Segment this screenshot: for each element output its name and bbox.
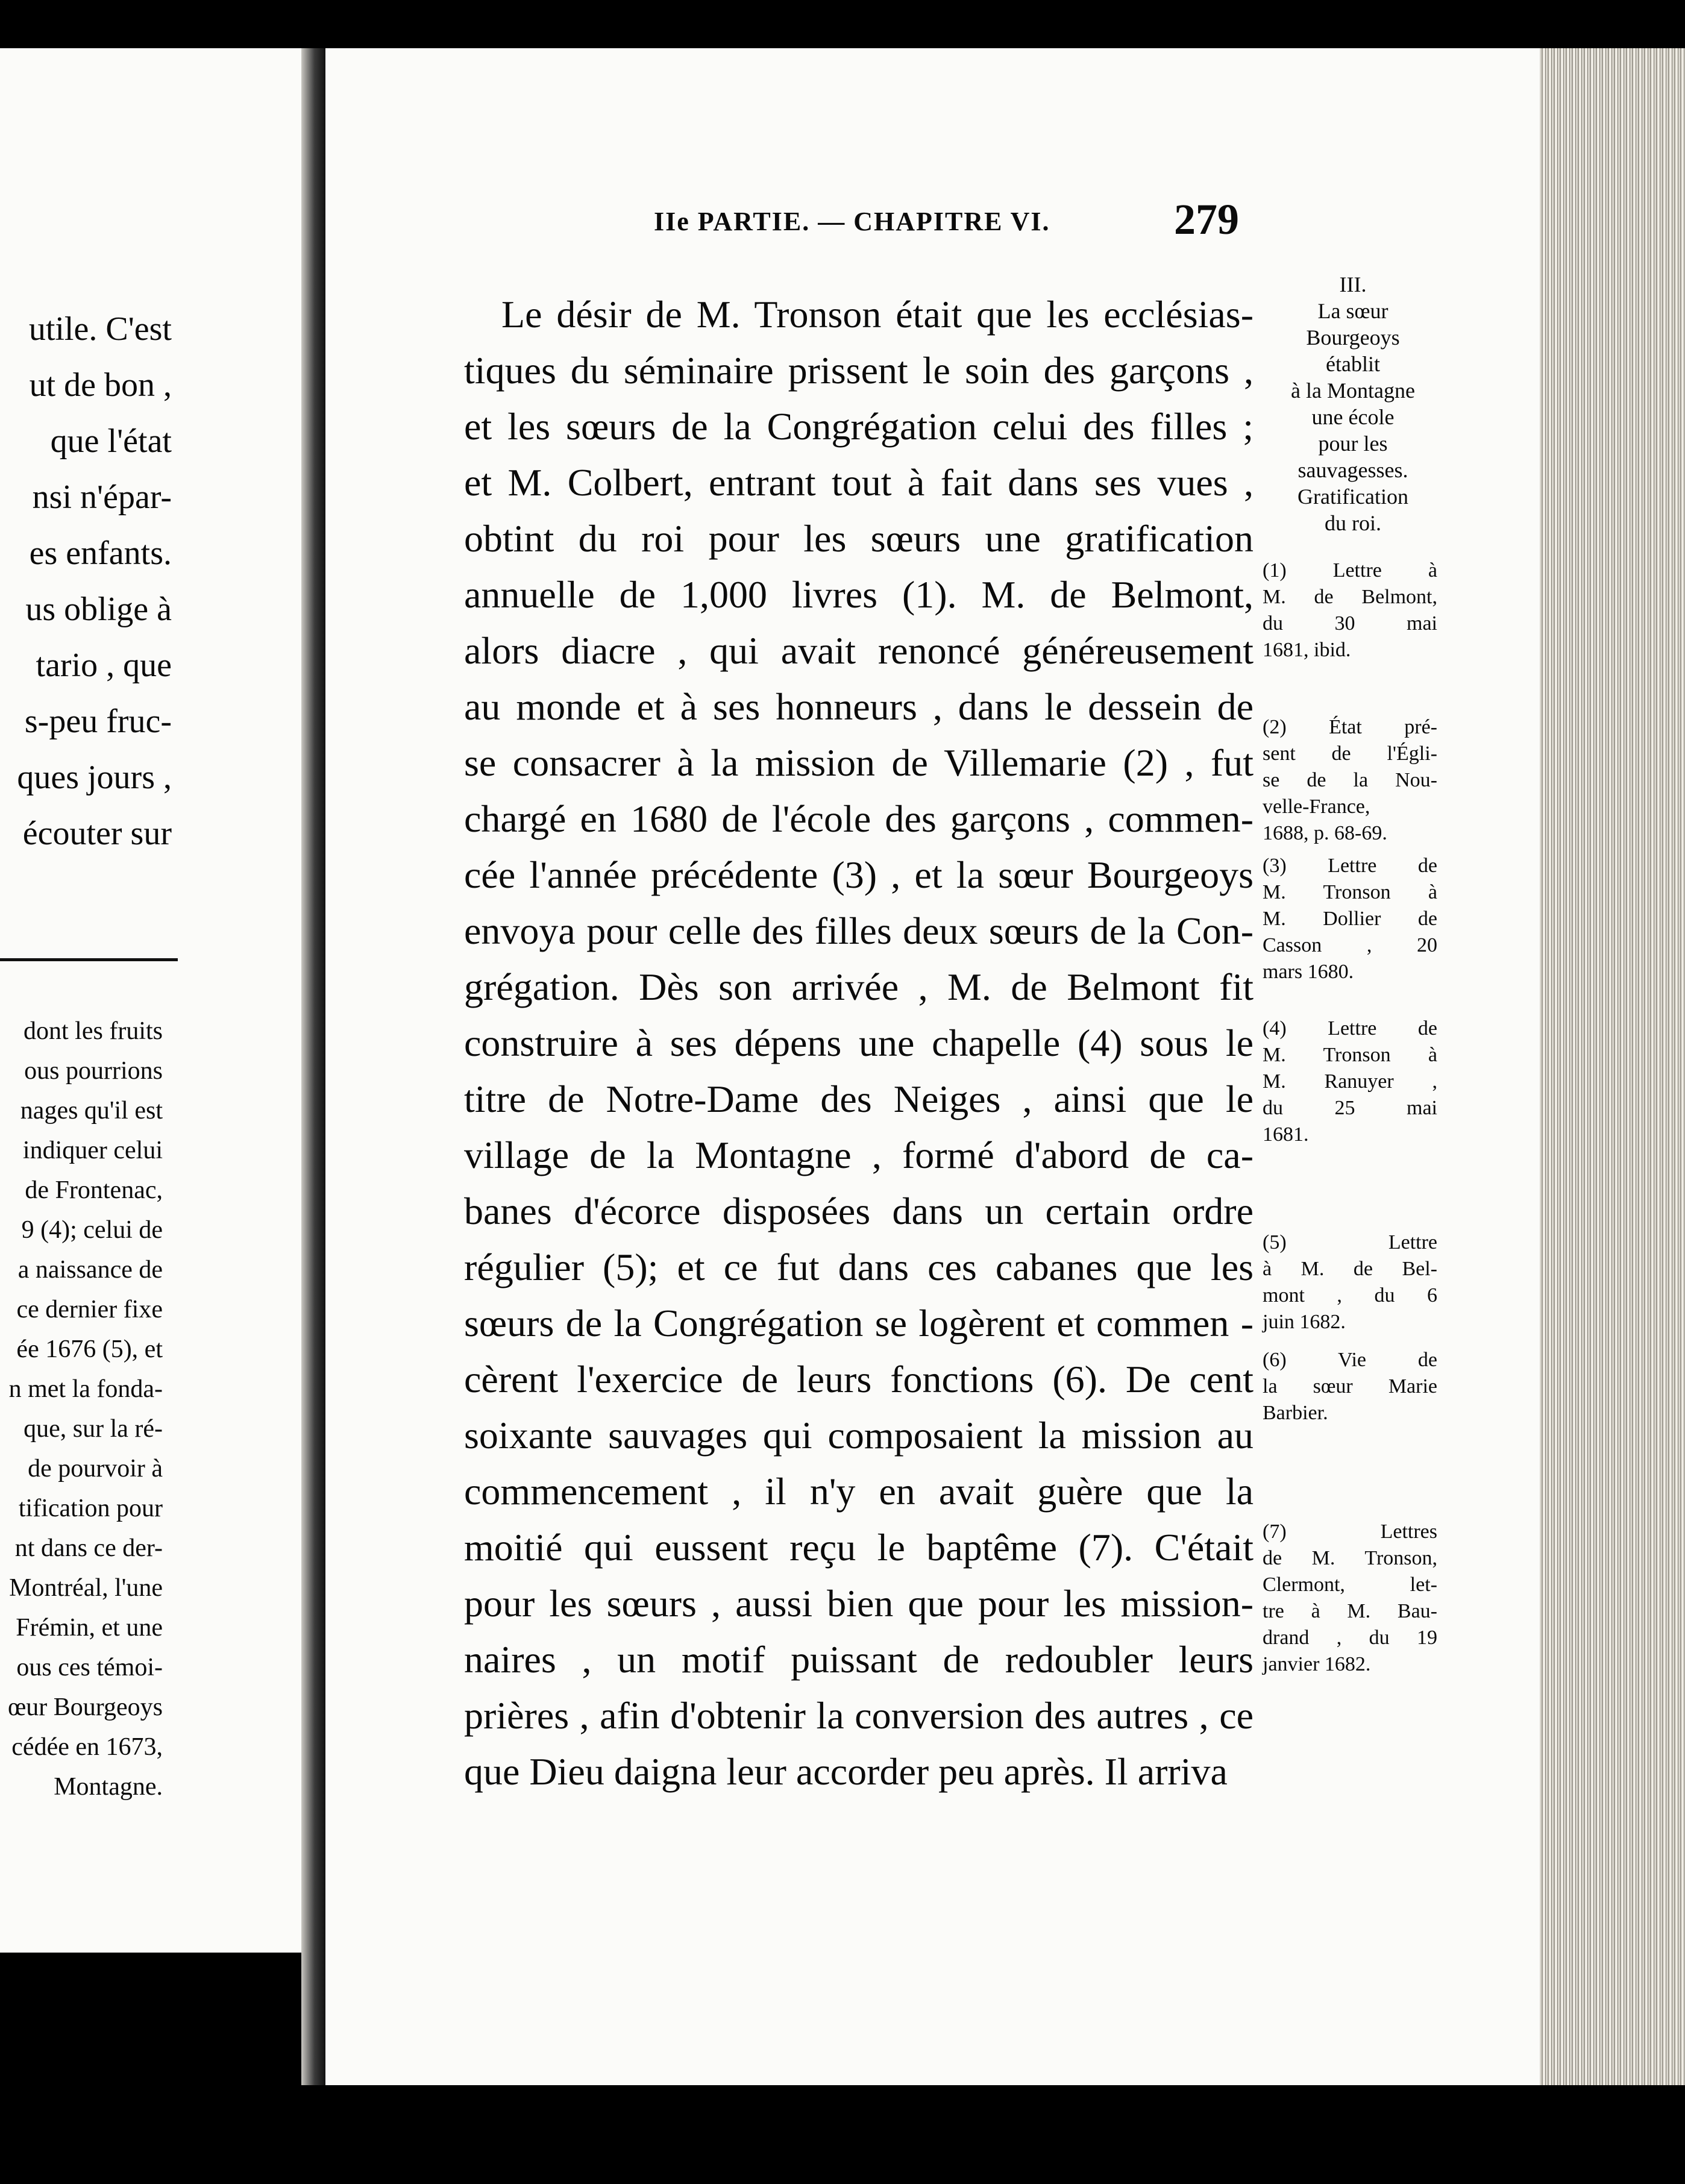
body-line: soixante sauvages qui composaient la mission au	[464, 1414, 1254, 1457]
left-body-line: écouter sur	[22, 815, 172, 852]
left-footnote-line: dont les fruits	[24, 1017, 163, 1045]
page-edges	[1540, 48, 1685, 2085]
note-line: sent de l'Égli-	[1263, 742, 1437, 765]
body-line: envoya pour celle des filles deux sœurs de la Con-	[464, 909, 1254, 952]
body-line: régulier (5); et ce fut dans ces cabanes que les	[464, 1246, 1254, 1288]
left-footnote-line: ce dernier fixe	[16, 1296, 163, 1323]
side-heading	[1263, 271, 1443, 536]
body-line: chargé en 1680 de l'école des garçons , commen-	[464, 797, 1254, 840]
left-footnote-line: ous ces témoi-	[16, 1654, 163, 1681]
left-footnote-line: 9 (4); celui de	[21, 1216, 163, 1244]
left-footnote-line: que, sur la ré-	[24, 1415, 163, 1443]
left-body-text	[0, 301, 172, 862]
left-footnote-line: œur Bourgeoys	[7, 1693, 163, 1721]
left-footnote-line: ous pourrions	[24, 1057, 163, 1085]
left-body-line: utile. C'est	[28, 310, 172, 348]
left-body-line: tario , que	[36, 647, 172, 684]
note-line: à M. de Bel-	[1263, 1258, 1437, 1280]
note-line: (1) Lettre à	[1263, 559, 1437, 582]
note-line: M. Tronson à	[1263, 1044, 1437, 1066]
body-line: que Dieu daigna leur accorder peu après. Il arriva	[464, 1750, 1228, 1793]
body-line: construire à ses dépens une chapelle (4) sous le	[464, 1021, 1254, 1064]
footnote-rule	[0, 958, 178, 961]
body-line: au monde et à ses honneurs , dans le dessein de	[464, 685, 1254, 728]
left-footnote-line: cédée en 1673,	[11, 1733, 163, 1761]
note-line: velle-France,	[1263, 795, 1370, 818]
left-body-line: es enfants.	[29, 535, 172, 572]
left-body-line: nsi n'épar-	[32, 479, 172, 516]
body-line: naires , un motif puissant de redoubler leurs	[464, 1638, 1254, 1681]
body-line: se consacrer à la mission de Villemarie (2) , fut	[464, 741, 1254, 784]
body-line: Le désir de M. Tronson était que les ecclésias-	[501, 293, 1254, 336]
note-line: M. Dollier de	[1263, 908, 1437, 930]
note-line: (4) Lettre de	[1263, 1017, 1437, 1040]
running-header: IIe PARTIE. — CHAPITRE VI.	[654, 207, 1050, 236]
note-line: juin 1682.	[1263, 1311, 1346, 1333]
note-line: (2) État pré-	[1263, 716, 1437, 738]
note-line: tre à M. Bau-	[1263, 1600, 1437, 1622]
side-note-5	[1263, 1229, 1437, 1335]
body-line: banes d'écorce disposées dans un certain ordre	[464, 1190, 1254, 1232]
note-line: M. Tronson à	[1263, 881, 1437, 903]
left-body-line: us oblige à	[25, 591, 172, 628]
body-line: et les sœurs de la Congrégation celui des filles ;	[464, 405, 1254, 448]
note-line: (6) Vie de	[1263, 1349, 1437, 1371]
left-footnote-line: indiquer celui	[22, 1137, 163, 1164]
note-line: mars 1680.	[1263, 961, 1354, 983]
book-gutter	[301, 48, 325, 2085]
note-line: de M. Tronson,	[1263, 1547, 1437, 1569]
side-note-3	[1263, 853, 1437, 985]
side-heading-line: établit	[1326, 352, 1380, 376]
left-body-line: ut de bon ,	[29, 366, 172, 404]
left-footnote-line: Montagne.	[54, 1773, 163, 1801]
side-note-1	[1263, 557, 1437, 664]
body-line: commencement , il n'y en avait guère que la	[464, 1470, 1254, 1513]
left-footnote-line: a naissance de	[17, 1256, 163, 1284]
note-line: janvier 1682.	[1263, 1653, 1371, 1675]
left-footnote-line: nages qu'il est	[20, 1097, 163, 1125]
note-line: 1688, p. 68-69.	[1263, 822, 1387, 844]
body-line: et M. Colbert, entrant tout à fait dans ses vues ,	[464, 461, 1254, 504]
note-line: (5) Lettre	[1263, 1231, 1437, 1254]
left-body-line: ques jours ,	[17, 759, 172, 796]
body-line: cée l'année précédente (3) , et la sœur Bourgeoys	[464, 853, 1254, 896]
body-line: alors diacre , qui avait renoncé généreusement	[464, 629, 1254, 672]
body-line: cèrent l'exercice de leurs fonctions (6). De cent	[464, 1358, 1254, 1401]
note-line: (3) Lettre de	[1263, 855, 1437, 877]
note-line: 1681, ibid.	[1263, 639, 1351, 661]
side-heading-line: à la Montagne	[1291, 378, 1415, 403]
note-line: du 30 mai	[1263, 612, 1437, 635]
left-footnote-line: de Frontenac,	[25, 1176, 163, 1204]
side-heading-line: Bourgeoys	[1306, 325, 1400, 350]
left-footnote-line: Montréal, l'une	[9, 1574, 163, 1602]
side-note-6	[1263, 1347, 1437, 1426]
note-line: Barbier.	[1263, 1402, 1328, 1424]
side-heading-line: III.	[1339, 272, 1367, 297]
left-footnote-line: ée 1676 (5), et	[16, 1335, 163, 1363]
side-heading-line: pour les	[1318, 431, 1388, 456]
note-line: 1681.	[1263, 1123, 1309, 1146]
note-line: Clermont, let-	[1263, 1574, 1437, 1596]
note-line: drand , du 19	[1263, 1627, 1437, 1649]
body-line: titre de Notre-Dame des Neiges , ainsi que le	[464, 1078, 1254, 1120]
body-line: sœurs de la Congrégation se logèrent et commen -	[464, 1302, 1254, 1345]
body-line: annuelle de 1,000 livres (1). M. de Belmont,	[464, 573, 1254, 616]
side-heading-line: La sœur	[1317, 299, 1388, 323]
body-line: tiques du séminaire prissent le soin des garçons ,	[464, 349, 1254, 392]
note-line: M. de Belmont,	[1263, 586, 1437, 608]
side-heading-line: une école	[1311, 405, 1395, 429]
body-line: prières , afin d'obtenir la conversion des autres , ce	[464, 1694, 1254, 1737]
side-note-4	[1263, 1015, 1437, 1148]
left-footnotes	[0, 1011, 163, 1807]
left-footnote-line: Frémin, et une	[16, 1614, 163, 1642]
right-page	[325, 48, 1552, 2085]
left-body-line: que l'état	[50, 422, 172, 460]
body-line: obtint du roi pour les sœurs une gratification	[464, 517, 1254, 560]
side-note-7	[1263, 1519, 1437, 1678]
side-note-2	[1263, 714, 1437, 847]
left-body-line: s-peu fruc-	[24, 703, 172, 740]
left-footnote-line: tification pour	[18, 1495, 163, 1522]
note-line: (7) Lettres	[1263, 1520, 1437, 1543]
body-line: village de la Montagne , formé d'abord de ca-	[464, 1134, 1254, 1176]
note-line: du 25 mai	[1263, 1097, 1437, 1119]
body-line: pour les sœurs , aussi bien que pour les mission-	[464, 1582, 1254, 1625]
note-line: la sœur Marie	[1263, 1375, 1437, 1398]
side-heading-line: Gratification	[1297, 485, 1408, 509]
left-footnote-line: n met la fonda-	[8, 1375, 163, 1403]
note-line: se de la Nou-	[1263, 769, 1437, 791]
body-line: moitié qui eussent reçu le baptême (7). C'était	[464, 1526, 1254, 1569]
left-footnote-line: de pourvoir à	[28, 1455, 163, 1483]
body-line: grégation. Dès son arrivée , M. de Belmont fit	[464, 965, 1254, 1008]
note-line: Casson , 20	[1263, 934, 1437, 956]
page-number: 279	[1174, 195, 1239, 243]
left-footnote-line: nt dans ce der-	[14, 1534, 163, 1562]
note-line: mont , du 6	[1263, 1284, 1437, 1307]
left-page	[0, 48, 301, 1953]
main-text	[464, 286, 1254, 1800]
side-heading-line: sauvagesses.	[1297, 458, 1408, 482]
side-heading-line: du roi.	[1325, 511, 1381, 535]
note-line: M. Ranuyer ,	[1263, 1070, 1437, 1093]
